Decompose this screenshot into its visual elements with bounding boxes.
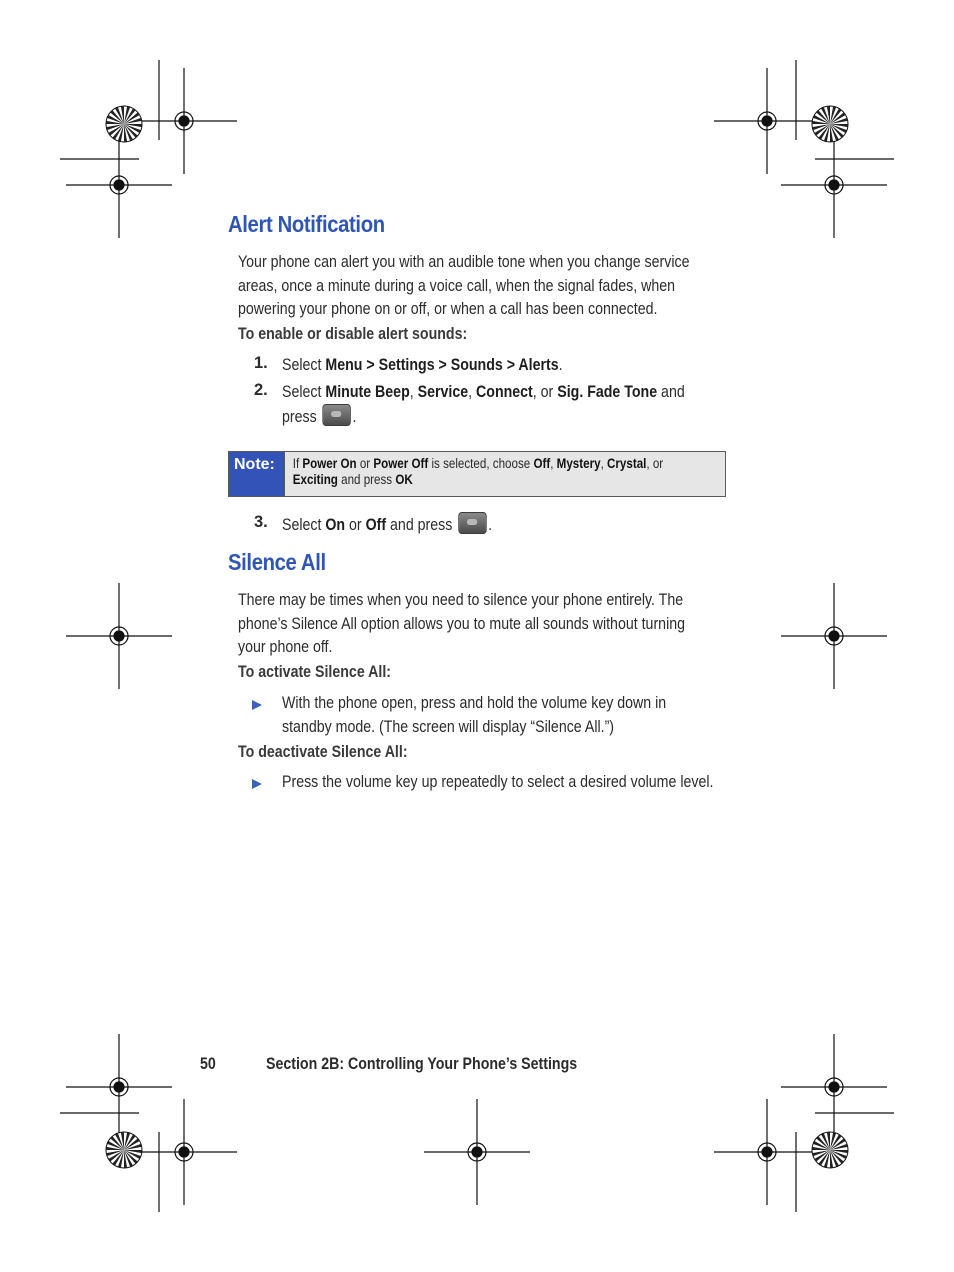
starburst-target-icon xyxy=(812,1132,848,1168)
step-text: . xyxy=(558,356,563,374)
instruction-line: With the phone open, press and hold the volume key down in xyxy=(282,694,667,712)
note-text-run: If xyxy=(292,456,303,471)
note-text xyxy=(285,452,663,496)
note-term: Exciting xyxy=(292,472,339,487)
note-text-run: , xyxy=(600,456,608,471)
step-number: 2. xyxy=(254,381,268,399)
registration-mark-icon xyxy=(66,583,172,689)
note-box xyxy=(228,451,726,497)
option-minute-beep: Minute Beep xyxy=(325,383,410,401)
step-3-text xyxy=(282,512,492,537)
step-number: 3. xyxy=(254,513,268,531)
alert-intro-line: powering your phone on or off, or when a call has been connected. xyxy=(238,300,658,318)
page-number: 50 xyxy=(200,1055,216,1073)
starburst-target-icon xyxy=(812,106,848,142)
registration-mark-icon xyxy=(131,1099,237,1205)
note-text-run: is selected, choose xyxy=(428,456,534,471)
option-sig-fade-tone: Sig. Fade Tone xyxy=(557,383,658,401)
section-title: Section 2B: Controlling Your Phone’s Settings xyxy=(266,1055,578,1073)
activate-instruction xyxy=(282,691,666,739)
step-text: Select xyxy=(282,516,326,534)
menu-path: Menu > Settings > Sounds > Alerts xyxy=(325,356,559,374)
step-2-text xyxy=(282,380,685,429)
note-text-run: , or xyxy=(646,456,664,471)
registration-mark-icon xyxy=(781,583,887,689)
alert-intro-paragraph xyxy=(238,251,720,322)
registration-mark-icon xyxy=(66,132,172,238)
silence-intro-line: There may be times when you need to silence your phone entirely. The xyxy=(238,591,684,609)
registration-mark-icon xyxy=(714,68,820,174)
silence-intro-line: your phone off. xyxy=(238,638,333,656)
registration-mark-icon xyxy=(714,1099,820,1205)
note-term: Off xyxy=(533,456,551,471)
option-off: Off xyxy=(365,516,387,534)
note-label: Note: xyxy=(229,452,285,496)
starburst-target-icon xyxy=(106,1132,142,1168)
silence-all-heading: Silence All xyxy=(228,549,326,575)
registration-mark-icon xyxy=(781,1034,887,1140)
starburst-target-icon xyxy=(106,106,142,142)
step-text: , xyxy=(468,383,477,401)
registration-mark-icon xyxy=(781,132,887,238)
alert-notification-heading: Alert Notification xyxy=(228,211,385,237)
note-text-run: and press xyxy=(338,472,396,487)
option-on: On xyxy=(325,516,346,534)
note-term: OK xyxy=(395,472,414,487)
step-text: or xyxy=(345,516,366,534)
alert-intro-line: Your phone can alert you with an audible tone when you change service xyxy=(238,253,690,271)
step-text: . xyxy=(488,516,493,534)
registration-mark-icon xyxy=(131,68,237,174)
triangle-bullet-icon xyxy=(252,700,262,710)
deactivate-silence-subheading: To deactivate Silence All: xyxy=(238,743,408,761)
silence-intro-line: phone’s Silence All option allows you to mute all sounds without turning xyxy=(238,614,686,633)
ok-key-icon xyxy=(458,512,486,534)
step-text: , or xyxy=(532,383,558,401)
option-connect: Connect xyxy=(476,383,533,401)
silence-intro-paragraph xyxy=(238,589,720,660)
step-number: 1. xyxy=(254,354,268,372)
registration-mark-icon xyxy=(66,1034,172,1140)
note-term: Power On xyxy=(302,456,357,471)
note-term: Mystery xyxy=(556,456,601,471)
alert-intro-line: areas, once a minute during a voice call, when the signal fades, when xyxy=(238,276,676,295)
step-text: , xyxy=(409,383,418,401)
triangle-bullet-icon xyxy=(252,779,262,789)
step-text: press xyxy=(282,408,321,426)
step-1-text xyxy=(282,353,563,377)
registration-mark-icon xyxy=(424,1099,530,1205)
enable-alerts-subheading: To enable or disable alert sounds: xyxy=(238,325,468,343)
note-term: Power Off xyxy=(373,456,429,471)
step-text: and press xyxy=(386,516,457,534)
note-text-run: or xyxy=(356,456,374,471)
note-text-run: , xyxy=(550,456,557,471)
option-service: Service xyxy=(417,383,469,401)
step-text: Select xyxy=(282,356,326,374)
step-text: . xyxy=(352,408,357,426)
ok-key-icon xyxy=(322,404,350,426)
step-text: Select xyxy=(282,383,326,401)
note-term: Crystal xyxy=(607,456,647,471)
activate-silence-subheading: To activate Silence All: xyxy=(238,663,391,681)
step-text: and xyxy=(657,383,685,401)
deactivate-instruction: Press the volume key up repeatedly to select a desired volume level. xyxy=(282,773,714,791)
instruction-line: standby mode. (The screen will display “Silence All.”) xyxy=(282,718,615,736)
